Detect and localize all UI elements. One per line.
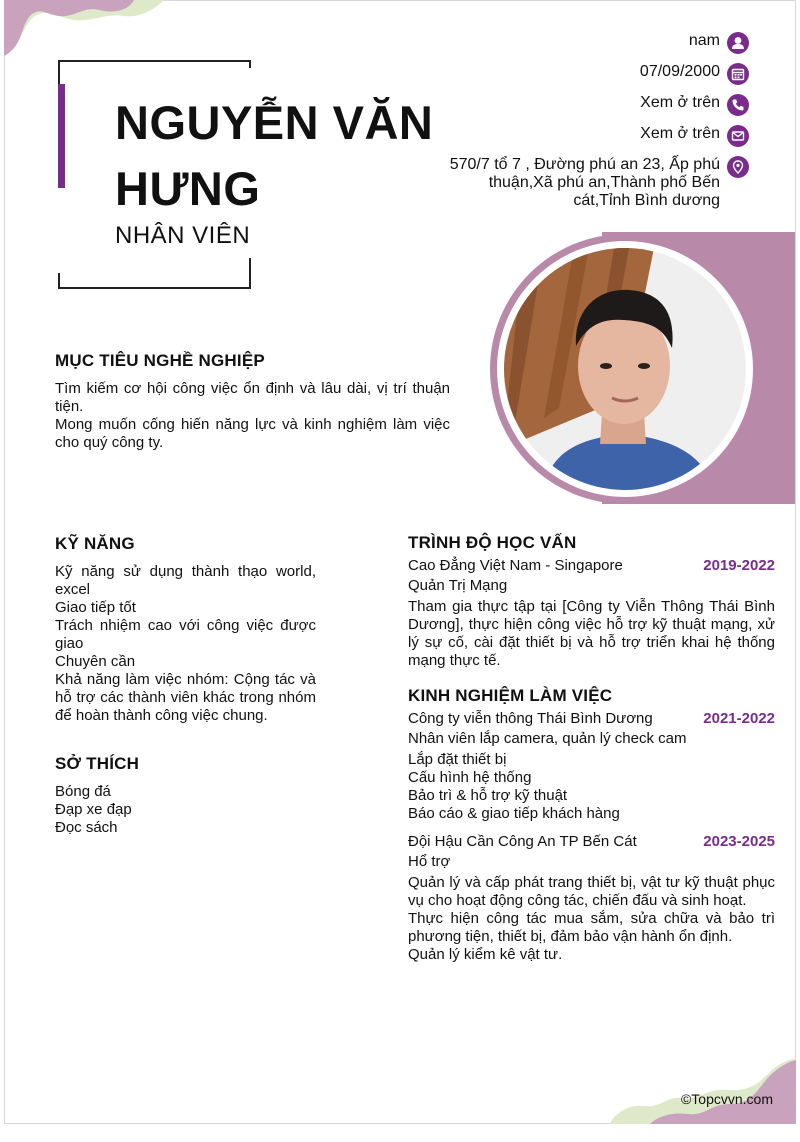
list-item: Bóng đá: [55, 783, 111, 800]
education-school: Cao Đẳng Việt Nam - Singapore: [408, 557, 623, 574]
job-role: Hổ trợ: [408, 853, 451, 870]
contact-gender: nam: [688, 32, 720, 49]
phone-icon: [727, 94, 749, 116]
list-item: Cấu hình hệ thống: [408, 769, 532, 786]
location-icon: [727, 156, 749, 178]
list-item: Đạp xe đạp: [55, 801, 132, 818]
job-details: [408, 751, 775, 823]
list-item: Đọc sách: [55, 819, 118, 836]
hobbies-list: [55, 783, 316, 837]
hobbies-title: SỞ THÍCH: [55, 754, 140, 773]
contact-birthday: 07/09/2000: [639, 63, 720, 80]
job-company: Công ty viễn thông Thái Bình Dương: [408, 710, 653, 727]
top-left-decoration: [4, 0, 164, 60]
job-years: 2023-2025: [703, 833, 775, 850]
job-title: NHÂN VIÊN: [115, 222, 251, 249]
list-item: Báo cáo & giao tiếp khách hàng: [408, 805, 620, 822]
list-item: Trách nhiệm cao với công việc được giao: [55, 617, 316, 652]
job-role: Nhân viên lắp camera, quản lý check cam: [408, 730, 687, 747]
education-major: Quản Trị Mạng: [408, 577, 508, 594]
education-title: TRÌNH ĐỘ HỌC VẤN: [408, 533, 577, 552]
list-item: Chuyên cần: [55, 653, 136, 670]
job-details: [408, 874, 775, 964]
list-item: Bảo trì & hỗ trợ kỹ thuật: [408, 787, 568, 804]
contact-address: 570/7 tổ 7 , Đường phú an 23, Ấp phú thuận,Xã phú an,Thành phố Bến cát,Tỉnh Bình dương: [449, 156, 720, 209]
list-item: Thực hiện công tác mua sắm, sửa chữa và bảo trì phương tiện, thiết bị, đảm bảo vận hành ổn định.: [408, 910, 775, 945]
list-item: Quản lý và cấp phát trang thiết bị, vật tư kỹ thuật phục vụ cho hoạt động công tác, chiến đấu và sinh hoạt.: [408, 874, 775, 909]
job-years: 2021-2022: [703, 710, 775, 727]
list-item: Khả năng làm việc nhóm: Cộng tác và hỗ trợ các thành viên khác trong nhóm để hoàn thành công việc chung.: [55, 671, 316, 724]
copyright: ©Topcvvn.com: [680, 1091, 773, 1107]
calendar-icon: [727, 63, 749, 85]
list-item: Quản lý kiểm kê vật tư.: [408, 946, 563, 963]
list-item: Lắp đặt thiết bị: [408, 751, 507, 768]
mail-icon: [727, 125, 749, 147]
skills-list: [55, 563, 316, 725]
objective-text: Tìm kiếm cơ hội công việc ổn định và lâu dài, vị trí thuận tiện. Mong muốn cống hiến năng lực và kinh nghiệm làm việc cho quý công ty.: [55, 380, 450, 451]
list-item: Giao tiếp tốt: [55, 599, 136, 616]
list-item: Kỹ năng sử dụng thành thạo world, excel: [55, 563, 316, 598]
name-accent-bar: [58, 84, 65, 188]
education-description: Tham gia thực tập tại [Công ty Viễn Thông Thái Bình Dương], thực hiện công việc hỗ trợ kỹ thuật mạng, xử lý sự cố, cài đặt thiết bị và hỗ trợ triển khai hệ thống mạng thực tế.: [408, 598, 775, 669]
user-icon: [727, 32, 749, 54]
contact-email: Xem ở trên: [640, 125, 720, 142]
avatar: [504, 248, 746, 490]
job-company: Đội Hậu Cần Công An TP Bến Cát: [408, 833, 637, 850]
skills-title: KỸ NĂNG: [55, 534, 135, 553]
education-years: 2019-2022: [703, 557, 775, 574]
full-name: NGUYỄN VĂN HƯNG: [115, 96, 434, 215]
objective-title: MỤC TIÊU NGHỀ NGHIỆP: [55, 351, 265, 370]
contact-phone: Xem ở trên: [640, 94, 720, 111]
experience-title: KINH NGHIỆM LÀM VIỆC: [408, 686, 613, 705]
